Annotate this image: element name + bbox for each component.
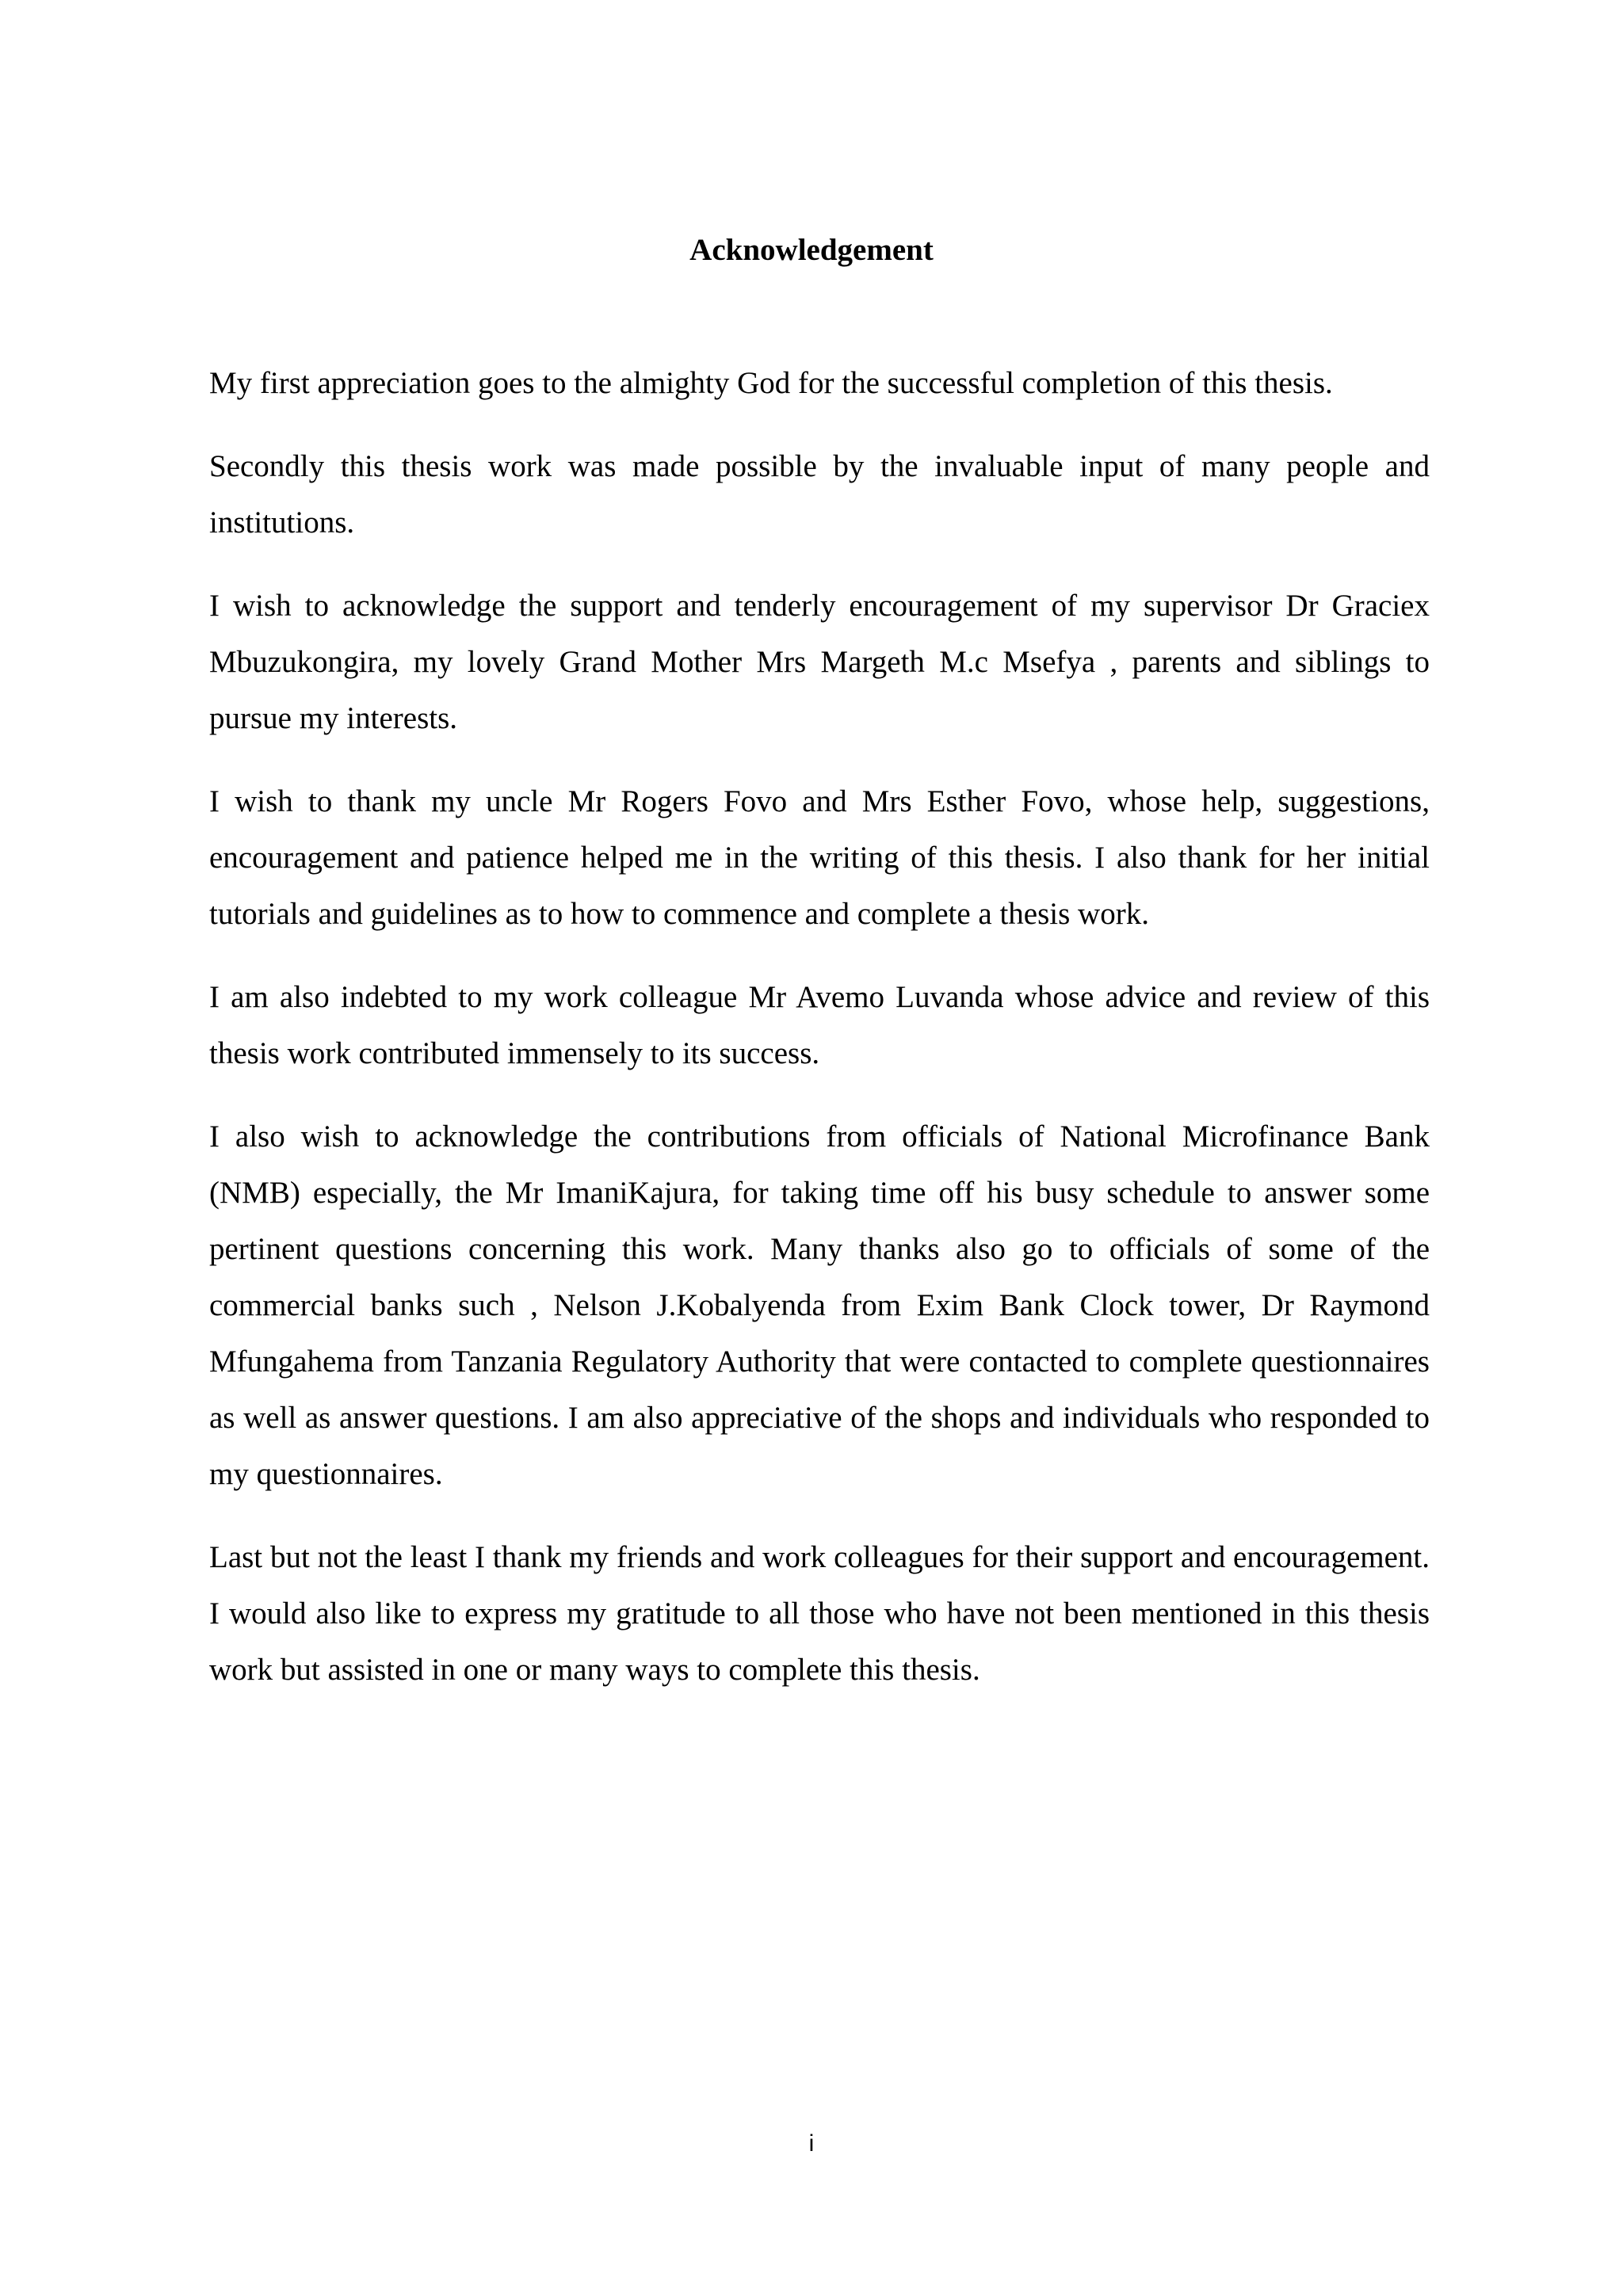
paragraph-4: I wish to thank my uncle Mr Rogers Fovo and Mrs Esther Fovo, whose help, suggestions, encouragement and patience helped me in the writing of this thesis. I also thank for her initial tutorials and guidelines as to how to commence and complete a thesis work. [209, 784, 1430, 931]
page-title: Acknowledgement [689, 233, 934, 267]
acknowledgement-body [209, 355, 1430, 1725]
paragraph-5: I am also indebted to my work colleague Mr Avemo Luvanda whose advice and review of this thesis work contributed immensely to its success. [209, 980, 1430, 1070]
paragraph-1: My first appreciation goes to the almighty God for the successful completion of this thesis. [209, 366, 1333, 400]
page-number: i [808, 2130, 815, 2157]
paragraph-6: I also wish to acknowledge the contributions from officials of National Microfinance Bank (NMB) especially, the Mr ImaniKajura, for taking time off his busy schedule to answer some pertinent questions concerning this work. Many thanks also go to officials of some of the commercial banks such , Nelson J.Kobalyenda from Exim Bank Clock tower, Dr Raymond Mfungahema from Tanzania Regulatory Authority that were contacted to complete questionnaires as well as answer questions. I am also appreciative of the shops and individuals who responded to my questionnaires. [209, 1119, 1430, 1491]
paragraph-3: I wish to acknowledge the support and tenderly encouragement of my supervisor Dr Graciex Mbuzukongira, my lovely Grand Mother Mrs Margeth M.c Msefya , parents and siblings to pursue my interests. [209, 589, 1430, 735]
paragraph-2: Secondly this thesis work was made possible by the invaluable input of many people and institutions. [209, 449, 1430, 540]
paragraph-7: Last but not the least I thank my friends and work colleagues for their support and encouragement. I would also like to express my gratitude to all those who have not been mentioned in this thesis work but assisted in one or many ways to complete this thesis. [209, 1540, 1430, 1687]
